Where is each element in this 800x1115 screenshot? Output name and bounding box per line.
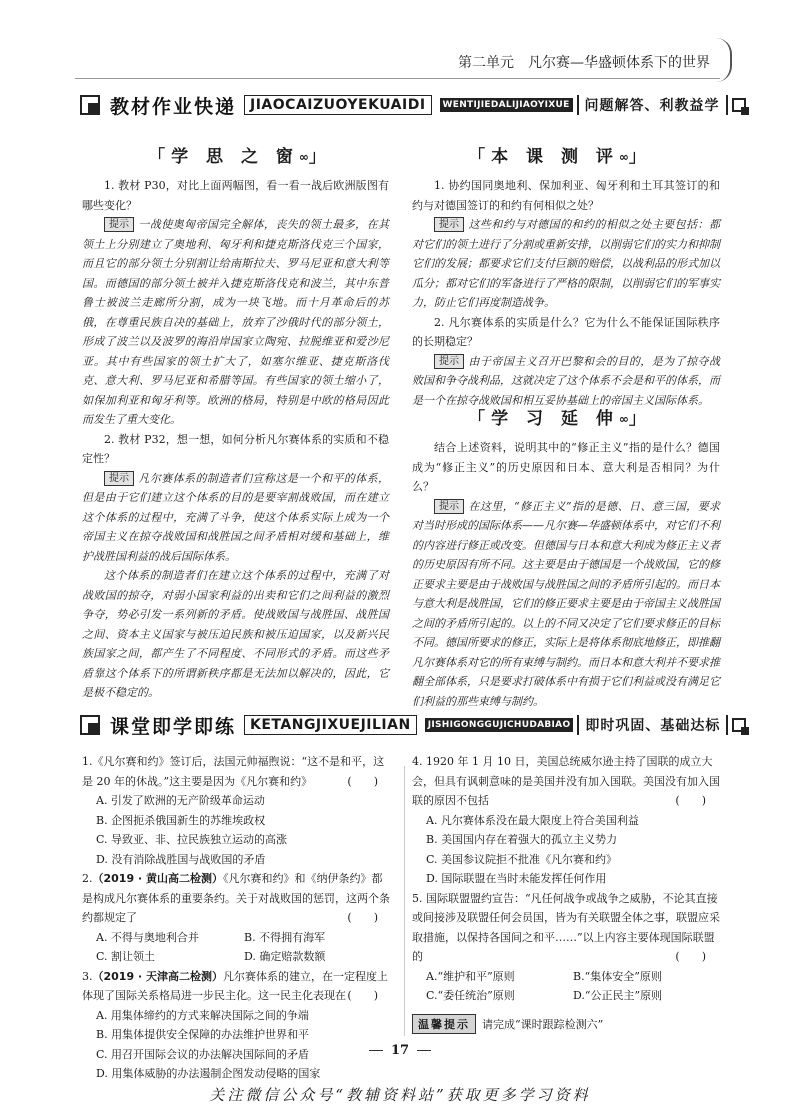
option-d[interactable]: D. 国际联盟在当时未能发挥任何作用 (426, 872, 607, 885)
option-d[interactable]: D. 确定赔款数额 (244, 950, 326, 963)
scroll-ornament-icon: ∞ (298, 150, 309, 164)
heading-text: 学 习 延 伸 (491, 409, 619, 429)
heading-text: 学 思 之 窗 (171, 147, 299, 167)
exercise-question-2 (82, 869, 392, 967)
column-divider (404, 766, 405, 1036)
option-b[interactable]: B. 不得拥有海军 (244, 930, 326, 944)
answer-blank[interactable]: ( ) (675, 794, 706, 807)
answer-blank[interactable]: ( ) (675, 950, 706, 963)
question-stem: 《凡尔赛和约》和《纳伊条约》都是构成凡尔赛体系的重要条约。关于对战败国的惩罚，这两个条约都规定了 (82, 872, 390, 924)
question-source: （2019 · 黄山高二检测） (92, 872, 223, 885)
hint-label: 提示 (104, 217, 134, 232)
option-a[interactable]: A. 用集体缔约的方式来解决国际之间的争端 (96, 1008, 309, 1022)
section-banner-textbook (80, 92, 720, 118)
banner-square-icon (80, 95, 100, 115)
heading-study-window: 「学 思 之 窗∞」 (148, 147, 332, 167)
question-text: 2. 凡尔赛体系的实质是什么？它为什么不能保证国际秩序的长期稳定？ (412, 315, 720, 348)
option-b[interactable]: B. 企图扼杀俄国新生的苏维埃政权 (96, 813, 266, 827)
scroll-ornament-icon: ∞ (618, 412, 629, 426)
banner-pinyin: KETANGJIXUEJILIAN (244, 715, 417, 735)
answer-blank[interactable]: ( ) (347, 989, 378, 1002)
heading-text: 本 课 测 评 (491, 147, 619, 167)
option-b[interactable]: B. 美国国内存在着强大的孤立主义势力 (426, 833, 618, 846)
option-c[interactable]: C. 美国参议院拒不批准《凡尔赛和约》 (426, 852, 618, 866)
option-a[interactable]: A. 引发了欧洲的无产阶级革命运动 (96, 794, 265, 807)
right-column-evaluation (412, 176, 720, 410)
option-a[interactable]: A. 不得与奥地利合并 (96, 930, 199, 944)
option-c[interactable]: C. 导致亚、非、拉民族独立运动的高涨 (96, 833, 288, 846)
banner-end-square-icon (732, 718, 746, 732)
footer-handwritten-note: 关注微信公众号“教辅资料站”获取更多学习资料 (209, 1086, 591, 1104)
question-text: 1. 协约国同奥地利、保加利亚、匈牙利和土耳其签订的和约与对德国签订的和约有何相似之处？ (412, 179, 720, 212)
question-stem: 4. 1920 年 1 月 10 日，美国总统威尔逊主持了国联的成立大会，但具有讽刺意味的是美国并没有加入国联。美国没有加入国联的原因不包括 (412, 755, 720, 807)
question-stem: 5. 国际联盟盟约宣告：“凡任何战争或战争之威胁，不论其直接或间接涉及联盟任何会员国，皆为有关联盟全体之事，联盟应采取措施，以保持各国间之和平……”以上内容主要体现国际联盟的 (412, 891, 720, 963)
option-d[interactable]: D. 用集体威胁的办法遏制企图发动侵略的国家 (96, 1067, 321, 1080)
hint-text: 一战使奥匈帝国完全解体，丧失的领土最多，在其领土上分别建立了奥地利、匈牙利和捷克斯洛伐克三个国家，而且它的部分领土分别割让给南斯拉夫、罗马尼亚和意大利等国。而德国的部分领土被并入捷克斯洛伐克和波兰，其中东普鲁士被波兰走廊所分割，成为一块飞地。而十月革命后的苏俄，在尊重民族自决的基础上，放弃了沙俄时代的部分领土，形成了波兰以及波罗的海沿岸国家立陶宛、拉脱维亚和爱沙尼亚。其中有些国家的领土扩大了，如塞尔维亚、捷克斯洛伐克、意大利、罗马尼亚和希腊等国。有些国家的领土缩小了，如保加利亚和匈牙利等。欧洲的格局，特别是中欧的格局因此而发生了重大变化。 (82, 218, 389, 426)
hint-label: 提示 (434, 217, 464, 232)
option-c[interactable]: C. 用召开国际会议的办法解决国际间的矛盾 (96, 1047, 310, 1061)
banner-pinyin-small: JISHIGONGGUJICHUDABIAO (425, 718, 574, 732)
warm-tip-text: 请完成“课时跟踪检测六” (482, 1018, 604, 1031)
option-a[interactable]: A. 凡尔赛体系没在最大限度上符合美国利益 (426, 813, 639, 827)
option-b[interactable]: B. 用集体提供安全保障的办法维护世界和平 (96, 1028, 310, 1041)
exercise-question-5 (412, 889, 720, 1006)
hint-label: 提示 (104, 471, 134, 486)
question-stem: 凡尔赛体系的建立，在一定程度上体现了国际关系格局进一步民主化。这一民主化表现在 (82, 969, 388, 1002)
heading-lesson-evaluation: 「本 课 测 评∞」 (468, 147, 652, 167)
option-c[interactable]: C.“委任统治”原则 (426, 989, 515, 1002)
section-banner-classroom (80, 712, 720, 738)
question-number: 3. (82, 969, 93, 983)
page-number-text: 17 (390, 1043, 410, 1058)
banner-square-icon (80, 715, 100, 735)
question-source: （2019 · 天津高二检测） (92, 969, 223, 983)
heading-study-extension: 「学 习 延 伸∞」 (468, 409, 652, 429)
question-text: 2. 教材 P32，想一想，如何分析凡尔赛体系的实质和不稳定性？ (82, 432, 389, 465)
banner-subtitle: 即时巩固、基础达标 (577, 715, 728, 735)
hint-text: 由于帝国主义召开巴黎和会的目的，是为了掠夺战败国和争夺战利品，这就决定了这个体系不会是和平的体系，而是一个在掠夺战败国和相互妥协基础上的帝国主义国际体系。 (412, 354, 720, 407)
exercise-question-4 (412, 752, 720, 889)
banner-end-square-icon (732, 98, 746, 112)
exercise-question-1 (82, 752, 392, 869)
hint-text-continued: 这个体系的制造者们在建立这个体系的过程中，充满了对战败国的掠夺，对弱小国家利益的出卖和它们之间利益的激烈争夺，势必引发一系列新的矛盾。使战败国与战胜国、战胜国之间、资本主义国家与被压迫民族和被压迫国家，以及新兴民族国家之间，都产生了不同程度、不同形式的矛盾。而这些矛盾靠这个体系下的所谓新秩序都是无法加以解决的，因此，它是极不稳定的。 (82, 569, 389, 699)
option-b[interactable]: B.“集体安全”原则 (573, 969, 662, 983)
left-column-answers (82, 176, 389, 703)
banner-pinyin-small: WENTIJIEDALIJIAOYIXUE (440, 98, 573, 112)
hint-label: 提示 (434, 354, 464, 369)
dash-left (369, 1050, 383, 1051)
exercise-column-right (412, 752, 720, 1006)
hint-text: 在这里，“修正主义”指的是德、日、意三国，要求对当时形成的国际体系——凡尔赛—华盛顿体系中，对它们不利的内容进行修正或改变。但德国与日本和意大利成为修正主义者的历史原因有所不同。这主要是由于德国是一个战败国，它的修正要求主要是由于战败国与战胜国之间的矛盾所引起的。而日本与意大利是战胜国，它们的修正要求主要是由于帝国主义战胜国之间的矛盾所引起的。以上的不同又决定了它们要求修正的目标不同。德国所要求的修正，实际上是将体系彻底地修正，即推翻凡尔赛体系对它的所有束缚与制约。而日本和意大利并不要求推翻全部体系，只是要求打破体系中有损于它们利益或没有满足它们利益的那些束缚与制约。 (412, 499, 720, 708)
page-number (0, 1043, 800, 1058)
warm-tip-label: 温馨提示 (412, 1014, 476, 1034)
banner-subtitle: 问题解答、利教益学 (577, 95, 728, 115)
right-column-extension (412, 438, 720, 711)
hint-text: 凡尔赛体系的制造者们宣称这是一个和平的体系，但是由于它们建立这个体系的目的是要宰割战败国，而在建立这个体系的过程中，充满了斗争，使这个体系实际上成为一个帝国主义在掠夺战败国和战胜国之间矛盾相对缓和基础上，维护战胜国利益的战后国际体系。 (82, 471, 389, 563)
option-a[interactable]: A.“维护和平”原则 (426, 969, 515, 983)
question-number: 2. (82, 872, 93, 885)
header-rule (75, 78, 720, 79)
question-text: 结合上述资料，说明其中的“修正主义”指的是什么？德国成为“修正主义”的历史原因和日本、意大利是否相同？为什么？ (412, 441, 720, 493)
answer-blank[interactable]: ( ) (347, 911, 378, 924)
question-text: 1. 教材 P30，对比上面两幅图，看一看一战后欧洲版图有哪些变化？ (82, 179, 389, 212)
exercise-question-3 (82, 967, 392, 1084)
hint-label: 提示 (434, 499, 464, 514)
option-d[interactable]: D. 没有消除战胜国与战败国的矛盾 (96, 852, 266, 866)
hint-text: 这些和约与对德国的和约的相似之处主要包括：都对它们的领土进行了分割或重新安排，以削弱它们的实力和抑制它们的发展；都要求它们支付巨额的赔偿，以战利品的形式加以瓜分；都对它们的军备进行了严格的限制，以削弱它们的军事实力，防止它们再度制造战争。 (412, 218, 720, 309)
answer-blank[interactable]: ( ) (347, 774, 378, 788)
banner-title: 课堂即学即练 (110, 715, 237, 738)
running-head: 第二单元 凡尔赛—华盛顿体系下的世界 (458, 55, 710, 71)
header-curve-ornament (716, 38, 732, 82)
option-c[interactable]: C. 割让领土 (96, 950, 156, 963)
option-d[interactable]: D.“公正民主”原则 (573, 989, 663, 1002)
dash-right (417, 1050, 431, 1051)
question-stem: 1.《凡尔赛和约》签订后，法国元帅福煦说：“这不是和平，这是 20 年的休战。”这主要是因为《凡尔赛和约》 (82, 755, 385, 788)
banner-title: 教材作业快递 (110, 95, 237, 118)
warm-tip (412, 1014, 720, 1034)
banner-pinyin: JIAOCAIZUOYEKUAIDI (244, 95, 432, 115)
scroll-ornament-icon: ∞ (618, 150, 629, 164)
exercise-column-left (82, 752, 392, 1084)
